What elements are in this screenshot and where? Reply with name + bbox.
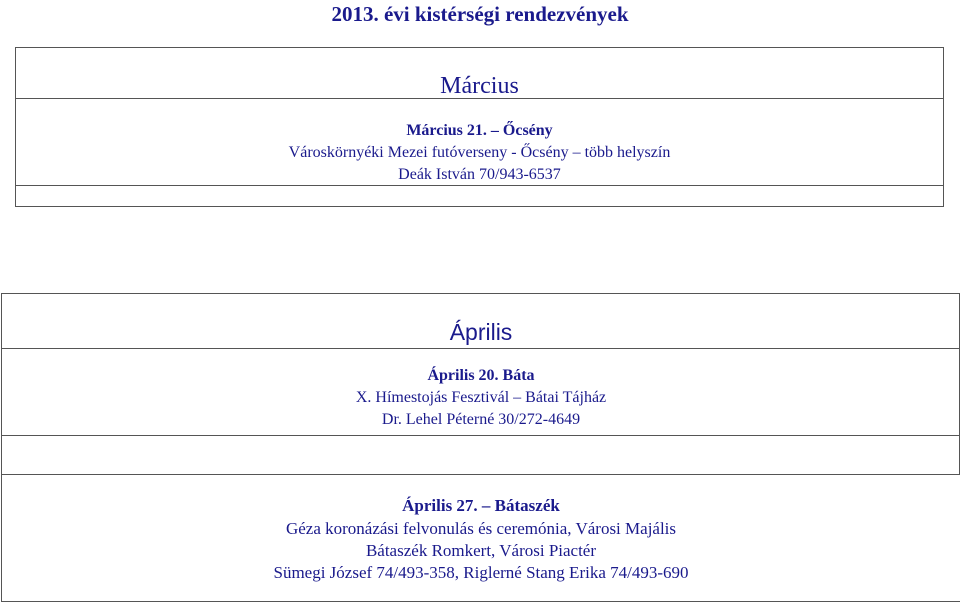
divider	[2, 348, 960, 349]
april-section	[1, 293, 960, 602]
event-title: X. Hímestojás Fesztivál – Bátai Tájház	[355, 389, 607, 406]
event-contact: Dr. Lehel Péterné 30/272-4649	[381, 411, 581, 428]
event-location: Bátaszék Romkert, Városi Piactér	[365, 541, 597, 560]
divider	[16, 185, 943, 186]
event-date: Április 27. – Bátaszék	[402, 496, 560, 515]
divider	[2, 435, 960, 436]
month-heading-march: Március	[440, 73, 519, 99]
event-title: Géza koronázási felvonulás és ceremónia, Városi Majális	[285, 519, 677, 538]
event-contact: Sümegi József 74/493-358, Riglerné Stang Erika 74/493-690	[273, 563, 689, 582]
month-heading-april: Április	[449, 319, 513, 345]
event-date: Március 21. – Őcsény	[406, 122, 553, 139]
event-contact: Deák István 70/943-6537	[398, 166, 561, 183]
march-section	[15, 47, 944, 207]
divider	[16, 98, 943, 99]
page-title: 2013. évi kistérségi rendezvények	[331, 2, 629, 26]
event-date: Április 20. Báta	[427, 367, 535, 384]
divider	[2, 474, 960, 475]
event-title: Városkörnyéki Mezei futóverseny - Őcsény – több helyszín	[288, 144, 671, 161]
